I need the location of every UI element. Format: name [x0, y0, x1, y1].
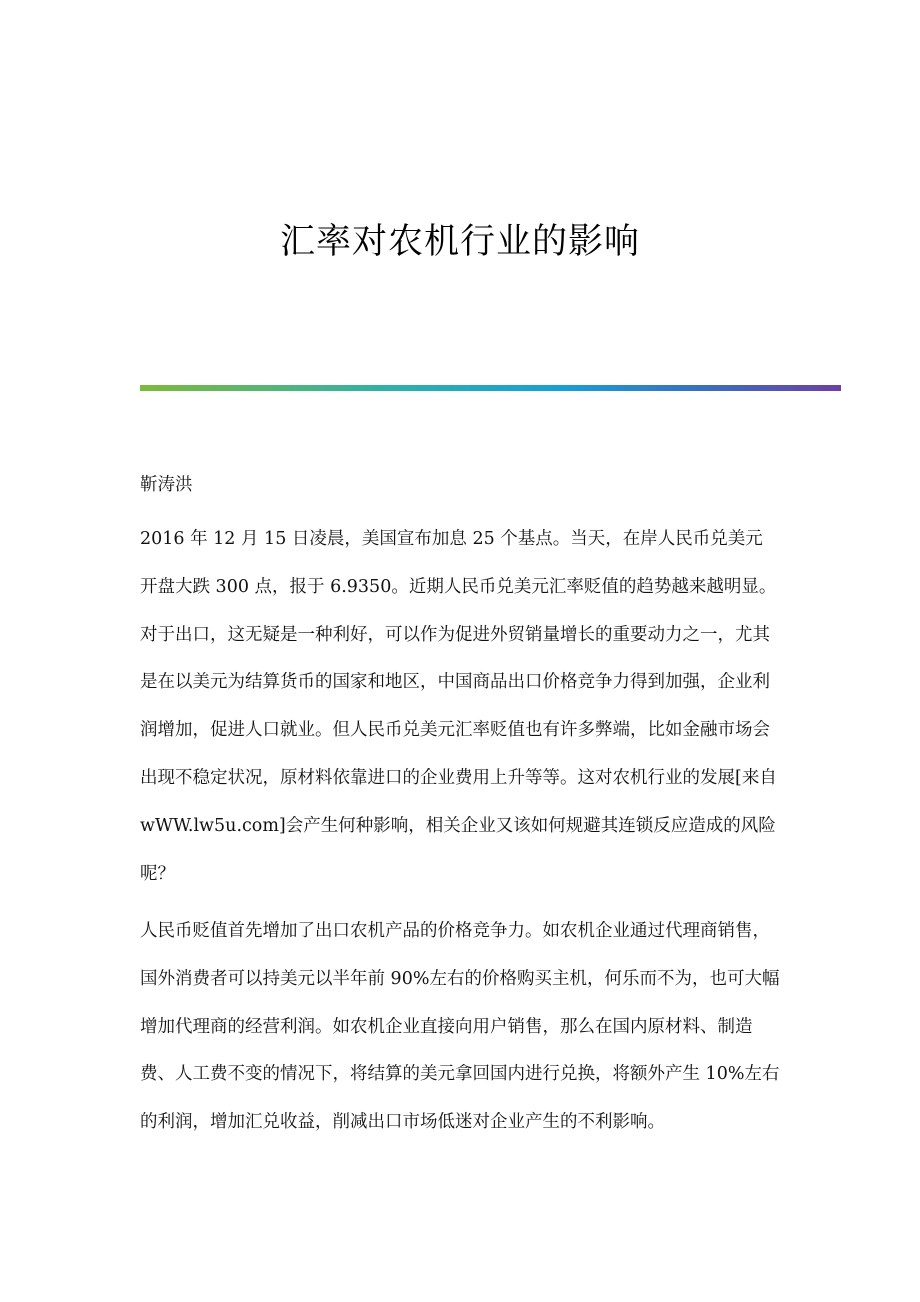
paragraph: 2016 年 12 月 15 日凌晨，美国宣布加息 25 个基点。当天，在岸人民币兑美元开盘大跌 300 点，报于 6.9350。近期人民币兑美元汇率贬值的趋势越来越明显。对于出口，这无疑是一种利好，可以作为促进外贸销量增长的重要动力之一，尤其是在以美元为结算货币的国家和地区，中国商品出口价格竞争力得到加强，企业利润增加，促进人口就业。但人民币兑美元汇率贬值也有许多弊端，比如金融市场会出现不稳定状况，原材料依靠进口的企业费用上升等等。这对农机行业的发展[来自 wWW.lw5u.com]会产生何种影响，相关企业又该如何规避其连锁反应造成的风险呢？: [140, 529, 777, 884]
title-divider: [140, 385, 841, 391]
paragraph: 人民币贬值首先增加了出口农机产品的价格竞争力。如农机企业通过代理商销售，国外消费者可以持美元以半年前 90%左右的价格购买主机，何乐而不为，也可大幅增加代理商的经营利润。如农机企业直接向用户销售，那么在国内原材料、制造费、人工费不变的情况下，将结算的美元拿回国内进行兑换，将额外产生 10%左右的利润，增加汇兑收益，削减出口市场低迷对企业产生的不利影响。: [140, 921, 780, 1133]
author-name: 靳涛洪: [140, 475, 193, 495]
document-title: 汇率对农机行业的影响: [279, 222, 640, 262]
